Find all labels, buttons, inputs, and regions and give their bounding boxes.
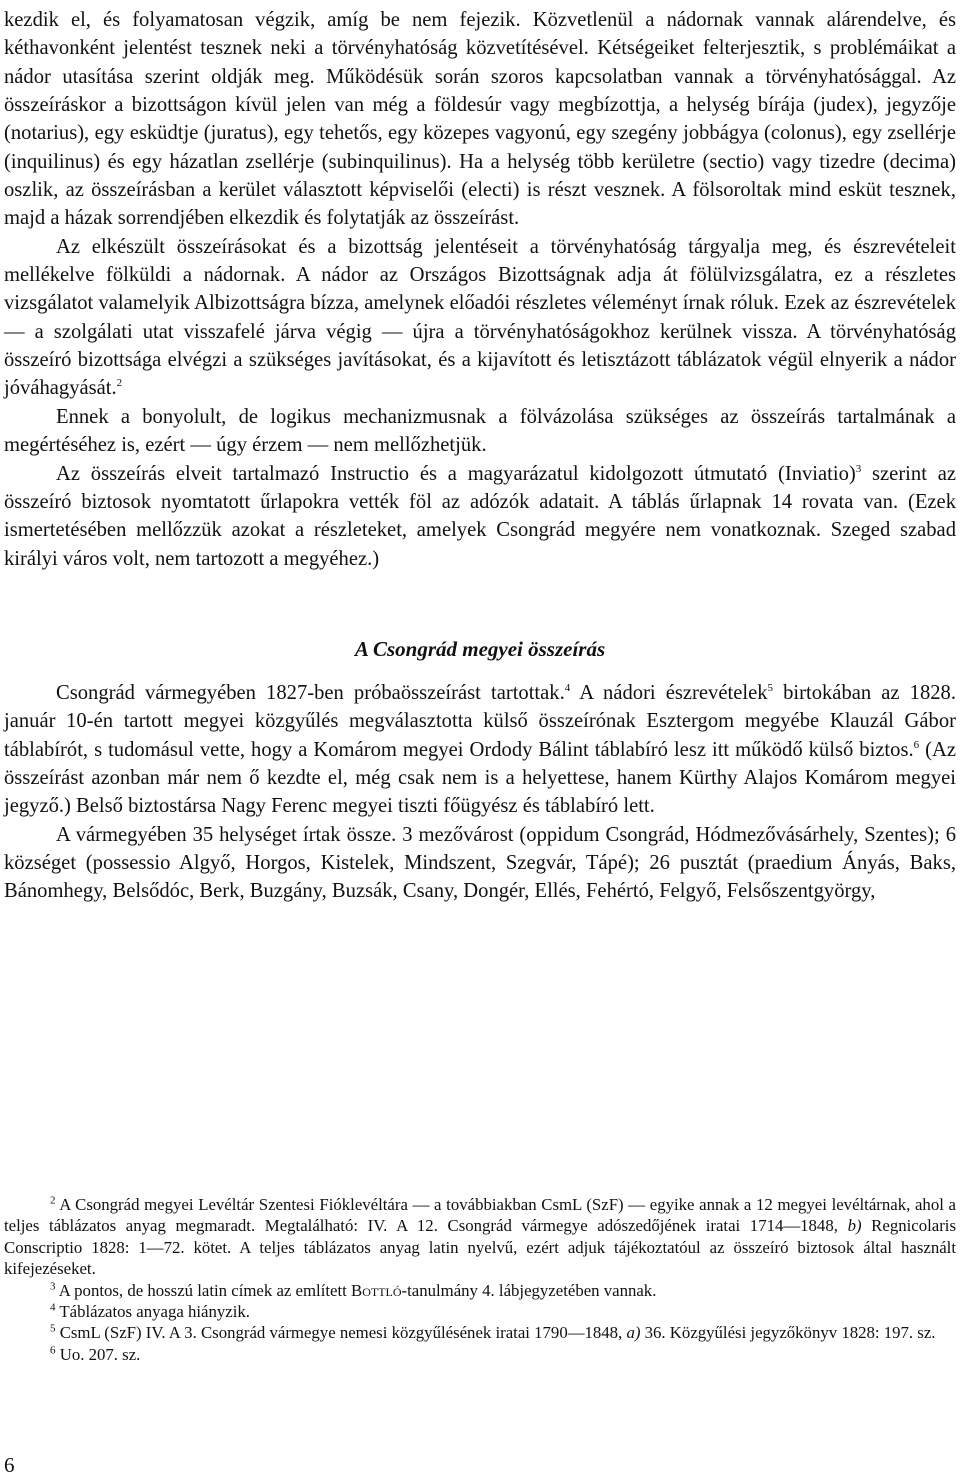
footnote-ref-2[interactable]: 2: [116, 377, 123, 390]
paragraph-4-text-a: Az összeírás elveit tartalmazó Instructio és a magyarázatul kidolgozott útmutató (Inviatio): [56, 462, 856, 485]
paragraph-3: Ennek a bonyolult, de logikus mechanizmusnak a fölvázolása szükséges az összeírás tartalmának a megértéséhez is, ezért — úgy érzem — nem mellőzhetjük.: [4, 405, 956, 457]
section-paragraph-1-text-a: Csongrád vármegyében 1827-ben próbaösszeírást tartottak.: [56, 681, 565, 704]
section-paragraph-1: [4, 679, 956, 821]
page-number: 6: [4, 1453, 15, 1477]
paragraph-4-text-b: szerint az összeíró biztosok nyomtatott űrlapokra vették föl az adózók adatait. A táblás űrlapnak 14 rovata van. (Ezek ismertetésében mellőzzük azokat a részleteket, amelyek Csongrád megyére nem vonatkoznak. Szeged szabad királyi város volt, nem tartozott a megyéhez.): [4, 462, 956, 570]
main-text: [4, 6, 956, 906]
footnote-mark-6: 6: [50, 1344, 56, 1357]
paragraph-2: [4, 233, 956, 403]
footnote-2-text-b: Regnicolaris Conscriptio 1828: 1—72. kötet. A teljes táblázatos anyag latin nyelvű, ezért adjuk tájékoztatóul az összeíró biztosok által használt kifejezéseket.: [4, 1216, 957, 1279]
section-paragraph-1-text-d: (Az összeírást azonban már nem ő kezdte el, még csak nem is a helyettese, hanem Kürthy Alajos Komárom megyei jegyző.) Belső biztostársa Nagy Ferenc megyei tiszti főügyész és táblabíró lett.: [4, 738, 956, 818]
footnote-6: [4, 1344, 956, 1365]
footnote-5: [4, 1322, 956, 1343]
footnote-mark-4: 4: [50, 1301, 56, 1314]
footnote-5-text-b: 36. Közgyűlési jegyzőkönyv 1828: 197. sz.: [640, 1323, 936, 1343]
footnote-3: [4, 1280, 956, 1301]
footnote-5-em: a): [626, 1323, 641, 1343]
footnote-ref-5[interactable]: 5: [767, 682, 774, 695]
page-body: [4, 6, 956, 906]
section-paragraph-1-text-b: A nádori észrevételek: [570, 681, 768, 704]
section-paragraph-2: A vármegyében 35 helységet írtak össze. 3 mezővárost (oppidum Csongrád, Hódmezővásárhely, Szentes); 6 községet (possessio Algyő, Horgos, Kistelek, Mindszent, Szegvár, Tápé); 26 pusztát (praedium Ányás, Baks, Bánomhegy, Belsődóc, Berk, Buzgány, Buzsák, Csany, Dongér, Ellés, Fehértó, Felgyő, Felsőszentgyörgy,: [4, 823, 956, 903]
footnote-mark-3: 3: [50, 1280, 56, 1293]
footnote-mark-5: 5: [50, 1322, 56, 1335]
footnote-mark-2: 2: [50, 1194, 56, 1207]
footnote-ref-4[interactable]: 4: [564, 682, 571, 695]
section-title: A Csongrád megyei összeírás: [354, 636, 606, 661]
footnote-5-text-a: CsmL (SzF) IV. A 3. Csongrád vármegye nemesi közgyűlésének iratai 1790—1848,: [59, 1323, 627, 1343]
footnote-ref-3[interactable]: 3: [855, 462, 862, 475]
footnote-2-em: b): [847, 1216, 862, 1236]
footnotes: [4, 1194, 956, 1365]
footnote-3-text-a: A pontos, de hosszú latin címek az említett: [58, 1280, 351, 1300]
footnote-6-text: Uo. 207. sz.: [59, 1344, 141, 1364]
paragraph-4: [4, 460, 956, 573]
footnote-3-text-b: -tanulmány 4. lábjegyzetében vannak.: [401, 1280, 657, 1300]
footnote-ref-6[interactable]: 6: [913, 738, 920, 751]
footnote-2-text-a: A Csongrád megyei Levéltár Szentesi Fióklevéltára — a továbbiakban CsmL (SzF) — egyike annak a 12 megyei levéltárnak, ahol a teljes táblázatos anyag megmaradt. Megtalálható: IV. A 12. Csongrád vármegye adószedőjének iratai 1714—1848,: [4, 1195, 956, 1236]
footnote-4: [4, 1301, 956, 1322]
paragraph-2-text: Az elkészült összeírásokat és a bizottság jelentéseit a törvényhatóság tárgyalja meg, és észrevételeit mellékelve fölküldi a nádornak. A nádor az Országos Bizottságnak adja át fölülvizsgálatra, ez a részletes vizsgálatot valamelyik Albizottságra bízza, amelynek előadói részletes véleményt írnak róluk. Ezek az észrevételek — a szolgálati utat visszafelé járva végig — újra a törvényhatóságokhoz kerülnek vissza. A törvényhatóság összeíró bizottsága elvégzi a szükséges javításokat, és a kijavított és letisztázott táblázatok végül elnyerik a nádor jóváhagyását.: [4, 235, 956, 400]
footnote-4-text: Táblázatos anyaga hiányzik.: [59, 1302, 250, 1322]
section-paragraph-1-text-c: birtokában az 1828. január 10-én tartott megyei közgyűlés megválasztotta külső összeírónak Esztergom megyébe Klauzál Gábor táblabírót, s tudomásul vette, hogy a Komárom megyei Ordody Bálint táblabíró lesz itt működő külső biztos.: [4, 681, 956, 761]
footnote-3-author: Bottló: [351, 1280, 402, 1300]
paragraph-1: kezdik el, és folyamatosan végzik, amíg be nem fejezik. Közvetlenül a nádornak vannak alárendelve, és kéthavonként jelentést tesznek neki a törvényhatóság közvetítésével. Kétségeiket felterjesztik, s problémáikat a nádor utasítása szerint oldják meg. Működésük során szoros kapcsolatban vannak a törvényhatósággal. Az összeíráskor a bizottságon kívül jelen van még a földesúr vagy megbízottja, a helység bírája (judex), jegyzője (notarius), egy esküdtje (juratus), egy tehetős, egy közepes vagyonú, egy szegény jobbágya (colonus), egy zsellérje (inquilinus) és egy házatlan zsellérje (subinquilinus). Ha a helység több kerületre (sectio) vagy tizedre (decima) oszlik, az összeírásban a kerület választott képviselői (electi) is részt vesznek. A fölsoroltak mind esküt tesznek, majd a házak sorrendjében elkezdik és folytatják az összeírást.: [4, 9, 956, 230]
footnote-2: [4, 1194, 956, 1280]
